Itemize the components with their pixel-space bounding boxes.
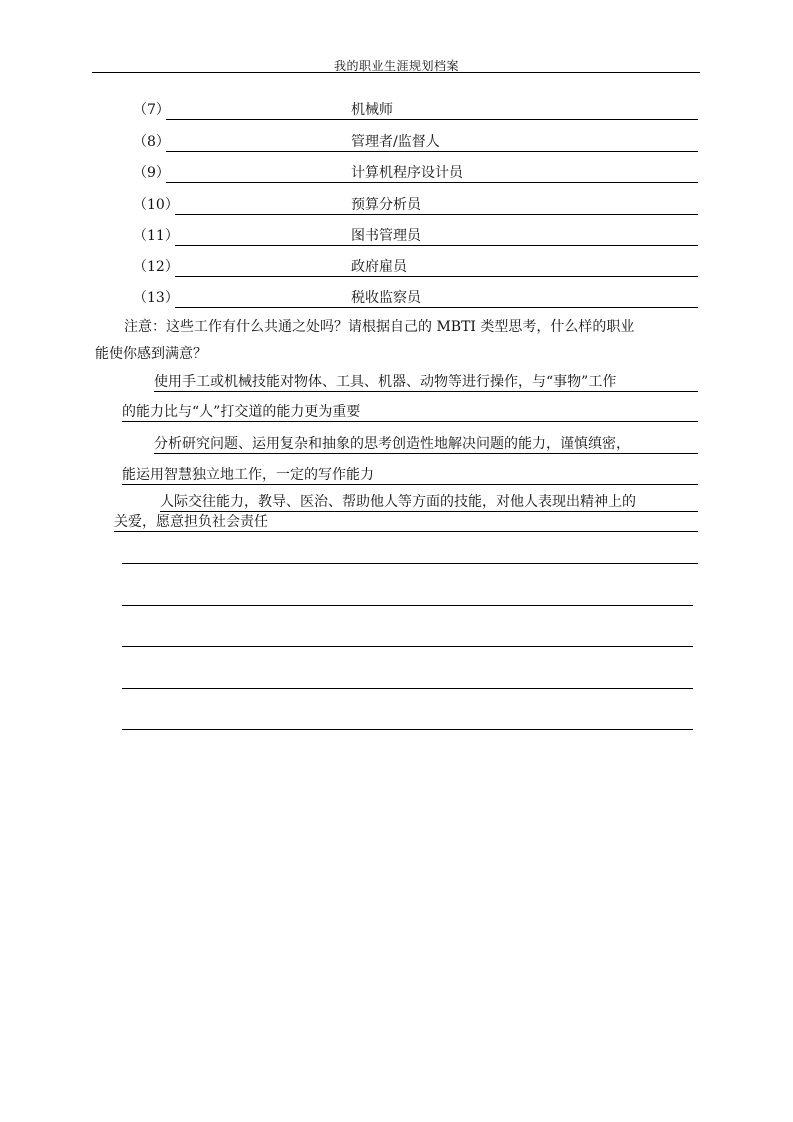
job-label-9: 计算机程序设计员 — [351, 165, 463, 181]
job-fill-line-10 — [175, 214, 698, 215]
job-number-8: （8） — [133, 134, 170, 150]
answer-1-line-2: 的能力比与“人”打交道的能力更为重要 — [122, 404, 361, 420]
job-fill-line-7 — [166, 119, 698, 120]
job-number-9: （9） — [133, 165, 170, 181]
job-label-11: 图书管理员 — [351, 228, 421, 244]
job-number-12: （12） — [133, 259, 179, 275]
note-line-2: 能使你感到满意？ — [95, 346, 207, 362]
answer-2-line-2: 能运用智慧独立地工作，一定的写作能力 — [122, 467, 374, 483]
blank-writing-line-4 — [122, 688, 693, 689]
job-number-11: （11） — [133, 228, 179, 244]
blank-writing-line-5 — [122, 729, 693, 730]
blank-writing-line-1 — [122, 563, 698, 564]
header-divider — [92, 72, 700, 73]
answer-2-line-1: 分析研究问题、运用复杂和抽象的思考创造性地解决问题的能力，谨慎缜密， — [154, 436, 630, 452]
job-fill-line-13 — [175, 307, 698, 308]
answer-1-underline-2 — [122, 421, 698, 422]
job-fill-line-12 — [175, 276, 698, 277]
job-label-13: 税收监察员 — [351, 290, 421, 306]
job-fill-line-11 — [175, 245, 698, 246]
job-label-7: 机械师 — [351, 102, 393, 118]
answer-2-underline-2 — [122, 484, 698, 485]
job-label-8: 管理者/监督人 — [351, 134, 440, 150]
answer-1-line-1: 使用手工或机械技能对物体、工具、机器、动物等进行操作，与“事物”工作 — [154, 374, 617, 390]
job-fill-line-9 — [166, 182, 698, 183]
answer-3-line-2: 关爱，愿意担负社会责任 — [114, 514, 268, 530]
job-label-10: 预算分析员 — [351, 197, 421, 213]
answer-3-line-1: 人际交往能力，教导、医治、帮助他人等方面的技能，对他人表现出精神上的 — [160, 494, 636, 510]
answer-3-underline-1 — [160, 511, 698, 512]
blank-writing-line-3 — [122, 646, 693, 647]
job-label-12: 政府雇员 — [351, 259, 407, 275]
answer-3-underline-2 — [114, 531, 698, 532]
job-fill-line-8 — [166, 151, 698, 152]
blank-writing-line-2 — [122, 605, 693, 606]
answer-2-underline-1 — [154, 453, 698, 454]
page-header-title: 我的职业生涯规划档案 — [333, 59, 459, 73]
job-number-7: （7） — [133, 102, 170, 118]
job-number-10: （10） — [133, 197, 179, 213]
answer-1-underline-1 — [154, 391, 698, 392]
job-number-13: （13） — [133, 290, 179, 306]
note-line-1: 注意：这些工作有什么共通之处吗？请根据自己的 MBTI 类型思考，什么样的职业 — [124, 319, 635, 335]
